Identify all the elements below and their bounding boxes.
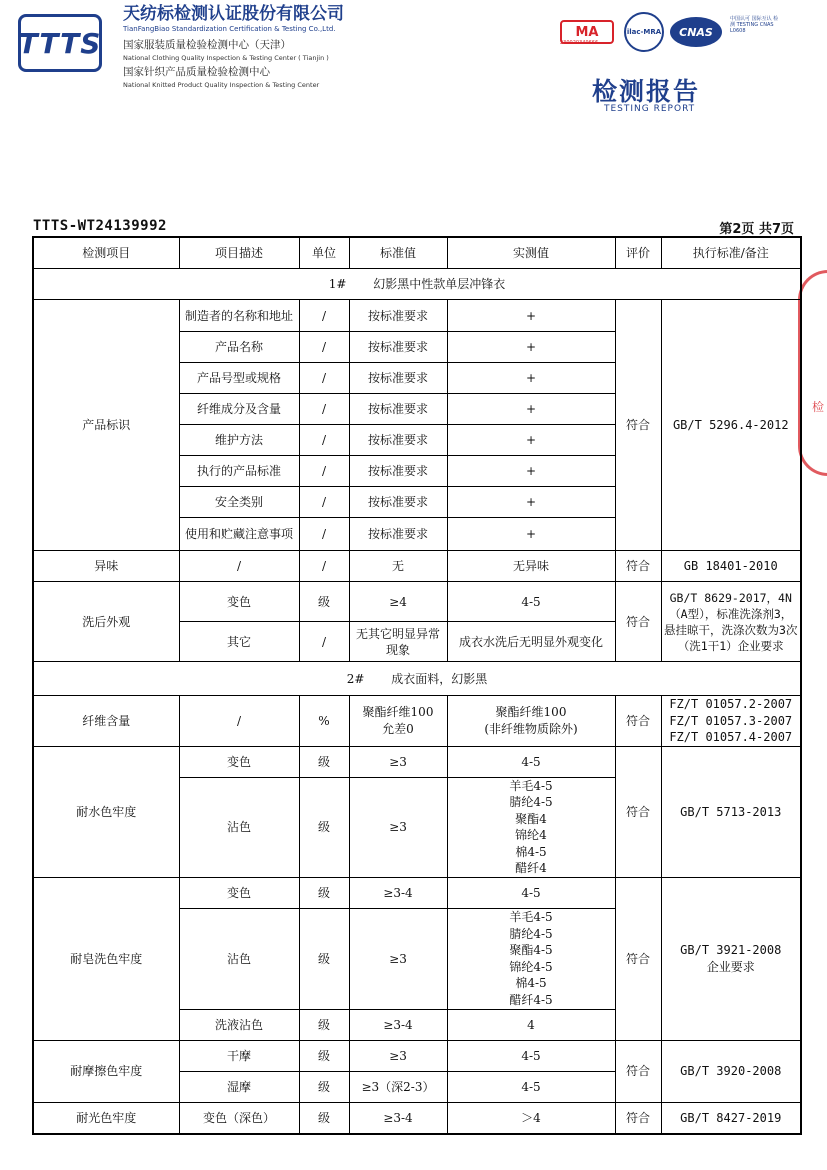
std-cell: 按标准要求 (349, 456, 447, 487)
center2-name-cn: 国家针织产品质量检验检测中心 (123, 66, 270, 78)
test-results-table (32, 236, 802, 1135)
std-cell: ≥3 (349, 746, 447, 777)
unit-cell: / (299, 332, 349, 363)
unit-cell: 级 (299, 908, 349, 1009)
desc-cell: 变色 (179, 746, 299, 777)
result-line: (非纤维物质除外) (484, 721, 578, 736)
desc-cell: 湿摩 (179, 1071, 299, 1102)
result-cell: + (447, 300, 615, 332)
result-cell: + (447, 394, 615, 425)
std-cell: 按标准要求 (349, 487, 447, 518)
seal-stamp (798, 270, 827, 476)
eval-cell: 符合 (615, 696, 661, 747)
unit-cell: 级 (299, 1009, 349, 1040)
item-cell: 耐摩擦色牢度 (33, 1040, 179, 1102)
desc-cell: 产品名称 (179, 332, 299, 363)
result-cell: 4 (447, 1009, 615, 1040)
result-line: 棉4-5 (515, 976, 547, 990)
col-header: 单位 (299, 237, 349, 269)
eval-cell: 符合 (615, 746, 661, 877)
standard-line: FZ/T 01057.2-2007 (669, 697, 793, 711)
desc-cell: 变色 (179, 877, 299, 908)
eval-cell: 符合 (615, 582, 661, 662)
col-header: 检测项目 (33, 237, 179, 269)
cnas-logo (670, 17, 722, 47)
standard-line: FZ/T 01057.4-2007 (669, 730, 793, 744)
desc-cell: 沾色 (179, 908, 299, 1009)
std-cell: 按标准要求 (349, 425, 447, 456)
table-row (33, 551, 801, 582)
item-cell: 耐皂洗色牢度 (33, 877, 179, 1040)
desc-cell: / (179, 551, 299, 582)
result-line: 羊毛4-5 (509, 910, 553, 924)
company-logo (18, 14, 102, 72)
table-row (33, 746, 801, 777)
unit-cell: 级 (299, 1102, 349, 1134)
std-cell: ≥3-4 (349, 1009, 447, 1040)
cma-number: 230020349666 (560, 40, 599, 46)
section-id: 2# (346, 671, 365, 686)
unit-cell: / (299, 394, 349, 425)
table-row (33, 1102, 801, 1134)
desc-cell: 使用和贮藏注意事项 (179, 518, 299, 551)
result-line: 棉4-5 (515, 844, 547, 859)
result-line: 醋纤4-5 (509, 992, 553, 1007)
std-cell: 按标准要求 (349, 300, 447, 332)
unit-cell: 级 (299, 777, 349, 877)
result-cell: 无异味 (447, 551, 615, 582)
std-cell: 按标准要求 (349, 332, 447, 363)
col-header: 项目描述 (179, 237, 299, 269)
center1-name-en: National Clothing Quality Inspection & Testing Center ( Tianjin ) (123, 54, 329, 62)
standard-line: FZ/T 01057.3-2007 (669, 713, 793, 728)
result-cell: + (447, 332, 615, 363)
unit-cell: / (299, 487, 349, 518)
standard-line: GB/T 3921-2008 (680, 943, 782, 957)
col-header: 标准值 (349, 237, 447, 269)
result-cell: + (447, 518, 615, 551)
desc-cell: 变色 (179, 582, 299, 622)
standard-cell: GB/T 5713-2013 (661, 746, 801, 877)
unit-cell: / (299, 456, 349, 487)
page-info (719, 218, 794, 237)
unit-cell: 级 (299, 746, 349, 777)
eval-cell: 符合 (615, 551, 661, 582)
result-cell (447, 696, 615, 747)
result-cell: 4-5 (447, 1071, 615, 1102)
unit-cell: / (299, 425, 349, 456)
report-number: TTTS-WT24139992 (33, 218, 167, 234)
standard-cell: GB/T 3920-2008 (661, 1040, 801, 1102)
std-cell: ≥3（深2-3） (349, 1071, 447, 1102)
desc-cell: 干摩 (179, 1040, 299, 1071)
col-header: 执行标准/备注 (661, 237, 801, 269)
desc-cell: 制造者的名称和地址 (179, 300, 299, 332)
section-row (33, 269, 801, 300)
table-row (33, 582, 801, 622)
std-cell: 按标准要求 (349, 394, 447, 425)
table-header-row (33, 237, 801, 269)
table-row (33, 696, 801, 747)
table-row (33, 300, 801, 332)
unit-cell: 级 (299, 582, 349, 622)
standard-cell (661, 696, 801, 747)
item-cell: 耐光色牢度 (33, 1102, 179, 1134)
result-line: 聚酯纤维100 (495, 705, 567, 720)
result-cell: 4-5 (447, 582, 615, 622)
ilac-logo (624, 12, 664, 52)
std-cell: 无 (349, 551, 447, 582)
result-cell: 成衣水洗后无明显外观变化 (447, 622, 615, 662)
desc-cell: 维护方法 (179, 425, 299, 456)
eval-cell: 符合 (615, 1040, 661, 1102)
result-line: 聚酯4 (515, 811, 547, 826)
desc-cell: / (179, 696, 299, 747)
seal-char: 检 (812, 400, 825, 414)
desc-cell: 其它 (179, 622, 299, 662)
std-cell: ≥3 (349, 1040, 447, 1071)
unit-cell: 级 (299, 1040, 349, 1071)
result-cell: 4-5 (447, 877, 615, 908)
desc-cell: 洗液沾色 (179, 1009, 299, 1040)
desc-cell: 执行的产品标准 (179, 456, 299, 487)
ilac-label: ilac-MRA (626, 28, 662, 36)
desc-cell: 安全类别 (179, 487, 299, 518)
std-cell (349, 696, 447, 747)
result-cell: 4-5 (447, 1040, 615, 1071)
result-cell: + (447, 363, 615, 394)
unit-cell: / (299, 622, 349, 662)
unit-cell: / (299, 300, 349, 332)
result-cell: + (447, 456, 615, 487)
unit-cell: 级 (299, 1071, 349, 1102)
item-cell: 异味 (33, 551, 179, 582)
result-line: 锦纶4 (515, 828, 547, 842)
result-line: 腈纶4-5 (509, 795, 553, 809)
page-total: 共7页 (758, 222, 794, 237)
std-cell: 按标准要求 (349, 363, 447, 394)
unit-cell: / (299, 518, 349, 551)
cma-label: MA (575, 24, 599, 40)
eval-cell: 符合 (615, 300, 661, 551)
report-title-cn: 检测报告 (592, 77, 701, 106)
page-number: 第2页 (719, 222, 755, 237)
unit-cell: / (299, 551, 349, 582)
result-cell: 4-5 (447, 746, 615, 777)
section-cell (33, 269, 801, 300)
result-line: 锦纶4-5 (509, 959, 553, 974)
section-id: 1# (328, 277, 347, 291)
item-cell: 耐水色牢度 (33, 746, 179, 877)
company-name-en: TianFangBiao Standardization Certification & Testing Co.,Ltd. (123, 25, 336, 33)
section-title: 成衣面料，幻影黑 (391, 671, 488, 686)
result-line: 聚酯4-5 (509, 943, 553, 957)
eval-cell: 符合 (615, 1102, 661, 1134)
result-cell (447, 777, 615, 877)
company-name-cn: 天纺标检测认证股份有限公司 (123, 4, 344, 24)
desc-cell: 纤维成分及含量 (179, 394, 299, 425)
desc-cell: 产品号型或规格 (179, 363, 299, 394)
col-header: 评价 (615, 237, 661, 269)
item-cell: 洗后外观 (33, 582, 179, 662)
cnas-label: CNAS (679, 25, 713, 39)
section-title: 幻影黑中性款单层冲锋衣 (373, 277, 506, 291)
result-cell (447, 908, 615, 1009)
standard-cell: GB/T 8629-2017，4N（A型），标准洗涤剂3，悬挂晾干，洗涤次数为3次（洗1干1）企业要求 (661, 582, 801, 662)
standard-cell: GB/T 5296.4-2012 (661, 300, 801, 551)
report-title-en: TESTING REPORT (604, 104, 696, 114)
std-cell: ≥4 (349, 582, 447, 622)
standard-cell (661, 877, 801, 1040)
result-cell: + (447, 425, 615, 456)
eval-cell: 符合 (615, 877, 661, 1040)
item-cell: 产品标识 (33, 300, 179, 551)
header-text-block (123, 4, 423, 90)
result-line: 羊毛4-5 (509, 778, 553, 793)
desc-cell: 沾色 (179, 777, 299, 877)
std-line: 聚酯纤维100 (362, 705, 434, 720)
section-row (33, 662, 801, 696)
std-cell: ≥3-4 (349, 877, 447, 908)
standard-cell: GB 18401-2010 (661, 551, 801, 582)
col-header: 实测值 (447, 237, 615, 269)
center2-name-en: National Knitted Product Quality Inspection & Testing Center (123, 81, 320, 89)
std-line: 允差0 (382, 721, 414, 736)
desc-cell: 变色（深色） (179, 1102, 299, 1134)
table-row (33, 1040, 801, 1071)
item-cell: 纤维含量 (33, 696, 179, 747)
result-line: 腈纶4-5 (509, 926, 553, 941)
unit-cell: % (299, 696, 349, 747)
result-cell: + (447, 487, 615, 518)
result-cell: ＞4 (447, 1102, 615, 1134)
cnas-text: 中国认可 国际互认 检测 TESTING CNAS L0608 (730, 16, 779, 34)
table-row (33, 877, 801, 908)
standard-line: 企业要求 (706, 959, 755, 974)
standard-cell: GB/T 8427-2019 (661, 1102, 801, 1134)
std-cell: 无其它明显异常现象 (349, 622, 447, 662)
result-line: 醋纤4 (515, 861, 547, 875)
std-cell: 按标准要求 (349, 518, 447, 551)
std-cell: ≥3-4 (349, 1102, 447, 1134)
unit-cell: 级 (299, 877, 349, 908)
unit-cell: / (299, 363, 349, 394)
section-cell (33, 662, 801, 696)
center1-name-cn: 国家服装质量检验检测中心（天津） (123, 39, 291, 51)
std-cell: ≥3 (349, 777, 447, 877)
std-cell: ≥3 (349, 908, 447, 1009)
logo-text: TTTS (18, 26, 102, 60)
